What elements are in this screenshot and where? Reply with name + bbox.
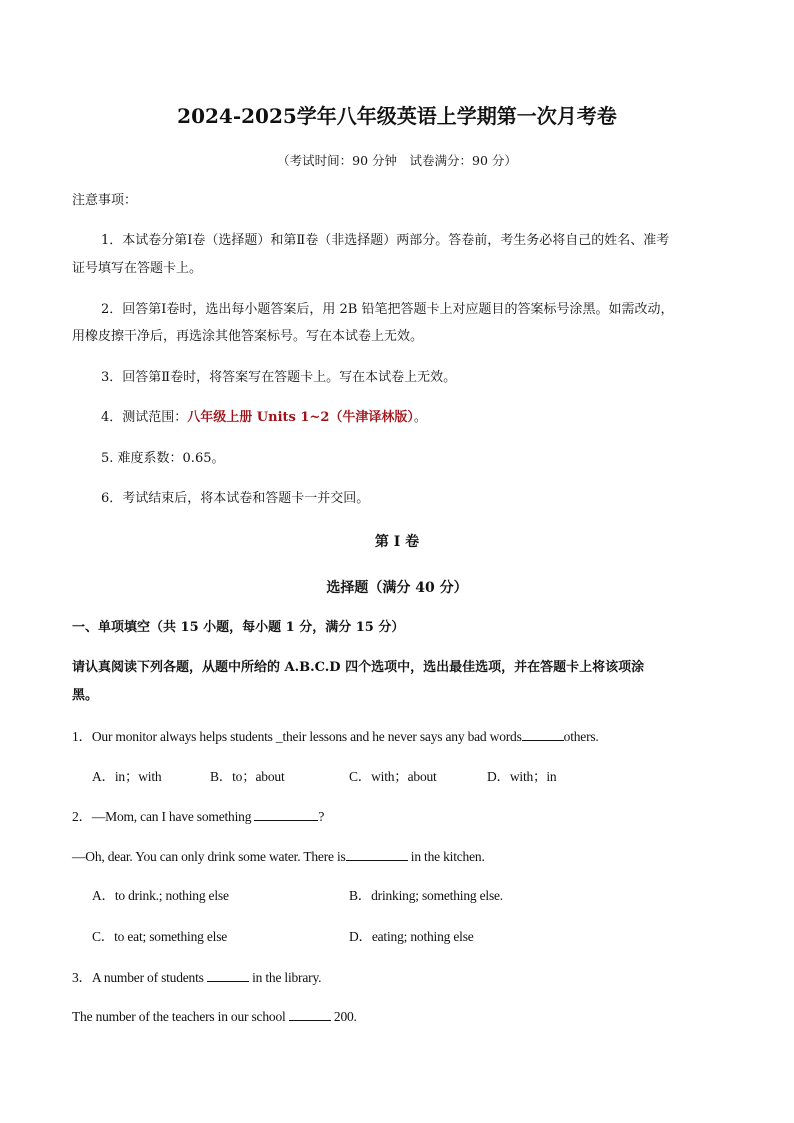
question-3-stem-line-2	[72, 1008, 357, 1026]
question-1-option-b: B．to；about	[210, 769, 285, 784]
note-item-5: 5. 难度系数：0.65。	[101, 451, 225, 466]
test-scope: 八年级上册 Units 1~2（牛津译林版）	[187, 410, 414, 425]
question-2-reply-text: —Oh, dear. You can only drink some water. There is	[72, 849, 346, 864]
question-2-stem-text: 2．—Mom, can I have something	[72, 809, 255, 824]
part-title: 选择题（满分 40 分）	[326, 580, 468, 596]
note-item-4-prefix: 4．测试范围：	[101, 410, 188, 425]
note-item-2-line-2: 用橡皮擦干净后，再选涂其他答案标号。写在本试卷上无效。	[72, 329, 424, 344]
answer-blank	[289, 1008, 331, 1021]
note-item-1-line-1: 1．本试卷分第Ⅰ卷（选择题）和第Ⅱ卷（非选择题）两部分。答卷前，考生务必将自己的姓名、准考	[101, 233, 670, 248]
question-3-second-text: The number of the teachers in our school	[72, 1009, 289, 1024]
question-1-option-a: A．in；with	[92, 769, 162, 784]
question-2-reply-end: in the kitchen.	[407, 849, 485, 864]
question-2-option-a: A．to drink.; nothing else	[92, 888, 229, 903]
exam-subtitle: （考试时间：90 分钟 试卷满分：90 分）	[277, 153, 517, 168]
notes-heading: 注意事项：	[72, 193, 138, 208]
question-1-stem-end: others.	[563, 729, 599, 744]
question-2-stem-end: ?	[318, 809, 325, 824]
question-3-stem-end: in the library.	[248, 970, 322, 985]
exam-title: 2024-2025学年八年级英语上学期第一次月考卷	[177, 104, 617, 128]
question-3-second-end: 200.	[330, 1009, 357, 1024]
question-1-stem	[72, 728, 599, 746]
answer-blank	[254, 808, 318, 821]
question-2-option-c: C．to eat; something else	[92, 929, 228, 944]
question-3-stem-text: 3．A number of students	[72, 970, 207, 985]
answer-blank	[522, 728, 564, 741]
question-3-stem-line-1	[72, 969, 321, 987]
question-1-option-d: D．with；in	[487, 769, 557, 784]
answer-blank	[207, 969, 249, 982]
note-item-4	[101, 409, 427, 427]
part-one-heading: 一、单项填空（共 15 小题，每小题 1 分，满分 15 分）	[72, 620, 405, 635]
note-item-2-line-1: 2．回答第Ⅰ卷时，选出每小题答案后，用 2B 铅笔把答题卡上对应题目的答案标号涂黑。如需改动，	[101, 302, 674, 317]
question-2-option-b: B．drinking; something else.	[349, 888, 503, 903]
question-1-option-c: C．with；about	[349, 769, 437, 784]
answer-blank	[346, 848, 408, 861]
question-1-stem-text: 1．Our monitor always helps students _their lessons and he never says any bad words	[72, 729, 522, 744]
note-item-4-suffix: 。	[413, 410, 427, 425]
instruction-line-2: 黑。	[72, 688, 99, 703]
note-item-6: 6．考试结束后，将本试卷和答题卡一并交回。	[101, 491, 370, 506]
note-item-1-line-2: 证号填写在答题卡上。	[72, 261, 203, 276]
question-2-option-d: D．eating; nothing else	[349, 929, 474, 944]
note-item-3: 3．回答第Ⅱ卷时，将答案写在答题卡上。写在本试卷上无效。	[101, 370, 457, 385]
question-2-stem-line-2	[72, 848, 485, 866]
instruction-line-1: 请认真阅读下列各题，从题中所给的 A.B.C.D 四个选项中，选出最佳选项，并在答题卡上将该项涂	[72, 660, 645, 675]
question-2-stem-line-1	[72, 808, 324, 826]
volume-heading: 第 I 卷	[374, 534, 420, 550]
